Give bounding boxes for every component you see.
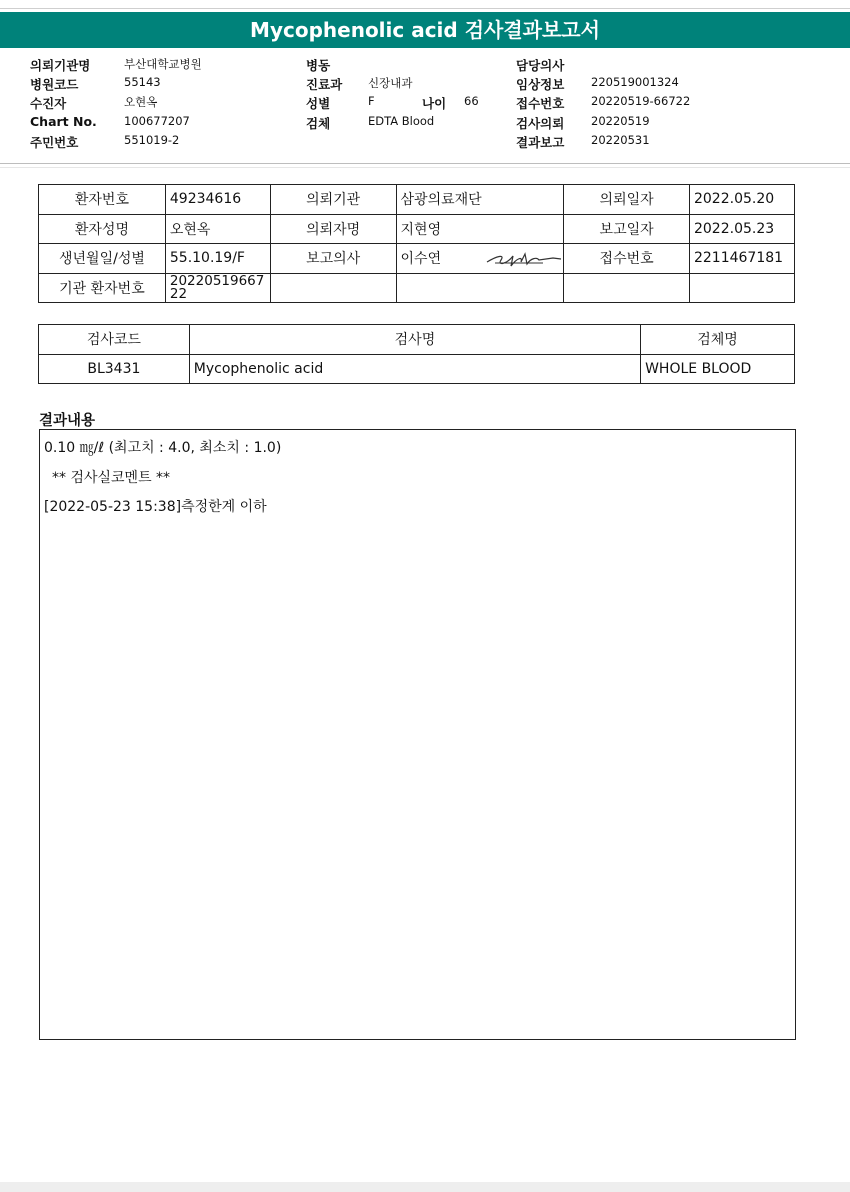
header-value: 100677207 [124,113,190,128]
header-label: 진료과 [306,77,343,93]
test-table [38,324,795,384]
header-label: 수진자 [30,96,67,112]
header-right-column [516,56,816,152]
age-value: 66 [464,94,479,109]
table-label-cell: 접수번호 [564,244,690,274]
header-label: 의뢰기관명 [30,58,91,73]
result-line: [2022-05-23 15:38]측정한계 이하 [44,499,267,515]
column-header: 검사코드 [39,325,190,355]
table-value-cell: 49234616 [165,185,270,215]
table-label-cell: 생년월일/성별 [39,244,166,274]
table-value-text: 이수연 [400,251,442,268]
table-label-cell: 환자번호 [39,185,166,215]
result-line: 0.10 ㎎/ℓ (최고치 : 4.0, 최소치 : 1.0) [44,440,282,456]
table-empty-cell [564,273,690,303]
header-label: 담당의사 [516,58,565,73]
page-footer-band [0,1182,850,1192]
table-value-cell: 오현옥 [165,214,270,244]
column-header: 검사명 [189,325,640,355]
table-empty-cell [270,273,396,303]
header-value: 55143 [124,75,161,90]
header-row [516,114,816,133]
header-value: 20220519-66722 [591,94,691,109]
header-label: 검사의뢰 [516,115,565,131]
table-value-cell: 2211467181 [689,244,794,274]
header-row [30,75,290,94]
table-empty-cell [689,273,794,303]
header-label: 병원코드 [30,77,79,93]
header-value: 신장내과 [368,76,413,91]
header-row [306,114,506,133]
table-label-cell: 기관 환자번호 [39,273,166,303]
header-value: 부산대학교병원 [124,57,202,71]
report-title: Mycophenolic acid 검사결과보고서 [0,12,850,48]
table-value-cell: 2022.05.23 [689,214,794,244]
header-value: 551019-2 [124,132,180,147]
header-left-column [30,56,290,152]
table-row [39,185,795,215]
table-value-cell: 지현영 [396,214,564,244]
header-row [306,56,506,75]
signature-image [483,248,563,270]
header-row [516,75,816,94]
header-row [30,56,290,75]
header-info [0,56,850,164]
header-row [30,94,290,113]
header-label: Chart No. [30,113,97,129]
reporting-doctor-cell [396,244,564,274]
header-row [516,94,816,113]
header-middle-column [306,56,506,133]
header-row [306,75,506,94]
top-rule [0,8,850,9]
lab-comment-heading: ** 검사실코멘트 ** [52,469,171,486]
specimen-cell: WHOLE BLOOD [641,354,795,384]
header-row [516,133,816,152]
header-row [306,94,506,113]
header-divider [0,167,850,168]
table-label-cell: 보고의사 [270,244,396,274]
header-value: EDTA Blood [368,113,435,128]
table-row [39,273,795,303]
table-label-cell: 보고일자 [564,214,690,244]
table-empty-cell [396,273,564,303]
header-label: 병동 [306,58,331,73]
table-header-row [39,325,795,355]
table-value-cell: 2022051966722 [165,273,270,303]
test-code-cell: BL3431 [39,354,190,384]
header-row [30,114,290,133]
header-value: 20220519 [591,113,650,128]
table-value-cell: 삼광의료재단 [396,185,564,215]
header-row [30,133,290,152]
result-content-box [39,429,796,1040]
header-label: 임상정보 [516,77,565,93]
table-label-cell: 환자성명 [39,214,166,244]
test-name-cell: Mycophenolic acid [189,354,640,384]
header-value: F [368,94,375,109]
header-label: 주민번호 [30,134,79,150]
column-header: 검체명 [641,325,795,355]
table-label-cell: 의뢰기관 [270,185,396,215]
table-row [39,354,795,384]
header-label: 접수번호 [516,96,565,112]
table-label-cell: 의뢰자명 [270,214,396,244]
header-row [516,56,816,75]
table-row [39,244,795,274]
result-section-title: 결과내용 [39,413,96,429]
table-value-cell: 55.10.19/F [165,244,270,274]
header-divider [0,163,850,164]
table-value-cell: 2022.05.20 [689,185,794,215]
header-value: 20220531 [591,132,650,147]
header-label: 검체 [306,115,331,131]
header-value: 오현옥 [124,95,158,110]
table-row [39,214,795,244]
header-value: 220519001324 [591,75,679,90]
table-label-cell: 의뢰일자 [564,185,690,215]
header-label: 성별 [306,96,331,112]
patient-info-table [38,184,795,303]
header-label: 결과보고 [516,134,565,150]
age-label: 나이 [422,96,447,112]
